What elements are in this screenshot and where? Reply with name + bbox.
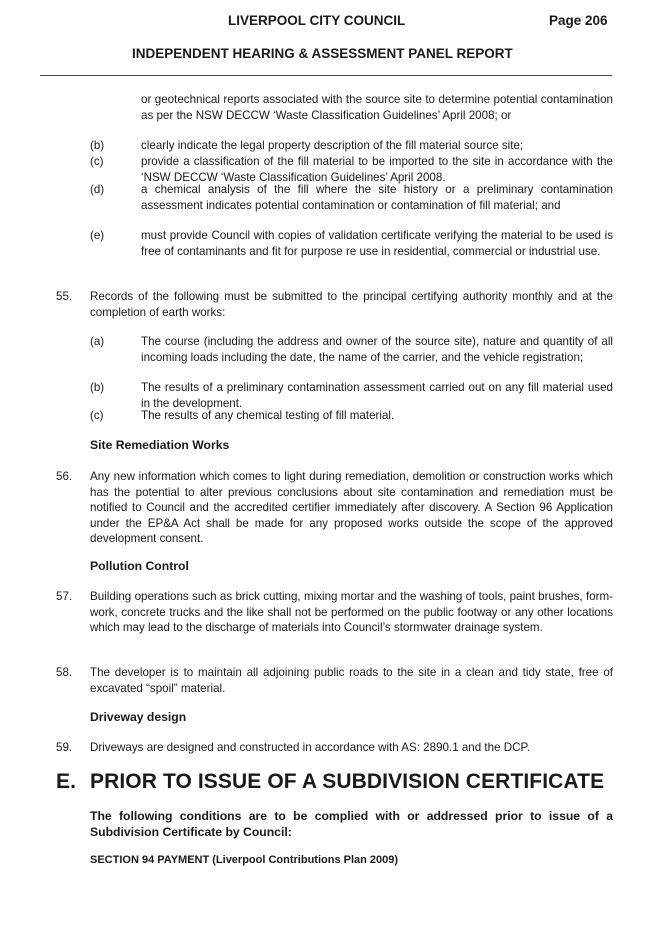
heading-pollution-control: Pollution Control xyxy=(90,559,189,573)
item-label-e: (e) xyxy=(90,229,105,242)
condition-text-56: Any new information which comes to light during remediation, demolition or construction works which has the potential to alter previous conclusions about site contamination and remediation must be notified to Council and the accredited certifier immediately after discovery. A Section 96 Application under the EP&A Act shall be made for any proposed works outside the scope of the approved development consent. xyxy=(90,470,613,545)
c55-text-a: The course (including the address and owner of the source site), nature and quantity of all incoming loads including the date, the name of the carrier, and the vehicle registration; xyxy=(141,335,613,364)
item-text-d: a chemical analysis of the fill where the site history or a preliminary contamination assessment indicates potential contamination or contamination of fill material; and xyxy=(141,183,613,212)
condition-text-59: Driveways are designed and constructed in accordance with AS: 2890.1 and the DCP. xyxy=(90,741,530,754)
header-rule xyxy=(40,75,612,76)
item-label-d: (d) xyxy=(90,183,105,196)
heading-site-remediation: Site Remediation Works xyxy=(90,438,230,452)
c55-text-b: The results of a preliminary contamination assessment carried out on any fill material used in the development. xyxy=(141,381,613,410)
heading-driveway-design: Driveway design xyxy=(90,710,187,724)
condition-number-58: 58. xyxy=(56,666,73,679)
section-94-heading: SECTION 94 PAYMENT (Liverpool Contributions Plan 2009) xyxy=(90,854,399,866)
condition-number-56: 56. xyxy=(56,470,73,483)
item-label-b: (b) xyxy=(90,139,105,152)
condition-number-55: 55. xyxy=(56,290,73,303)
condition-text-55: Records of the following must be submitted to the principal certifying authority monthly and at the completion of earth works: xyxy=(90,290,613,319)
council-name: LIVERPOOL CITY COUNCIL xyxy=(228,13,406,28)
condition-number-57: 57. xyxy=(56,590,73,603)
section-e-title: PRIOR TO ISSUE OF A SUBDIVISION CERTIFICATE xyxy=(90,770,605,793)
item-text-c: provide a classification of the fill material to be imported to the site in accordance with the ‘NSW DECCW ‘Waste Classification Guidelines’ April 2008. xyxy=(141,155,613,184)
item-text-e: must provide Council with copies of validation certificate verifying the material to be used is free of contaminants and fit for purpose re use in residential, commercial or industrial use. xyxy=(141,229,613,258)
condition-text-58: The developer is to maintain all adjoining public roads to the site in a clean and tidy state, free of excavated “spoil” material. xyxy=(90,666,613,695)
item-text-b: clearly indicate the legal property description of the fill material source site; xyxy=(141,139,524,152)
c55-label-c: (c) xyxy=(90,409,104,422)
condition-text-57: Building operations such as brick cutting, mixing mortar and the washing of tools, paint brushes, form-work, concrete trucks and the like shall not be performed on the public footway or any other locations which may lead to the discharge of materials into Council’s stormwater drainage system. xyxy=(90,590,613,634)
c55-label-a: (a) xyxy=(90,335,105,348)
section-e-letter: E. xyxy=(56,770,77,793)
continuation-text: or geotechnical reports associated with the source site to determine potential contamination as per the NSW DECCW ‘Waste Classification Guidelines’ April 2008; or xyxy=(141,93,613,122)
page-number: Page 206 xyxy=(549,13,608,28)
condition-number-59: 59. xyxy=(56,741,73,754)
c55-text-c: The results of any chemical testing of fill material. xyxy=(141,409,395,422)
c55-label-b: (b) xyxy=(90,381,105,394)
section-e-intro: The following conditions are to be complied with or addressed prior to issue of a Subdivision Certificate by Council: xyxy=(90,809,613,839)
report-title: INDEPENDENT HEARING & ASSESSMENT PANEL REPORT xyxy=(132,46,513,61)
item-label-c: (c) xyxy=(90,155,104,168)
